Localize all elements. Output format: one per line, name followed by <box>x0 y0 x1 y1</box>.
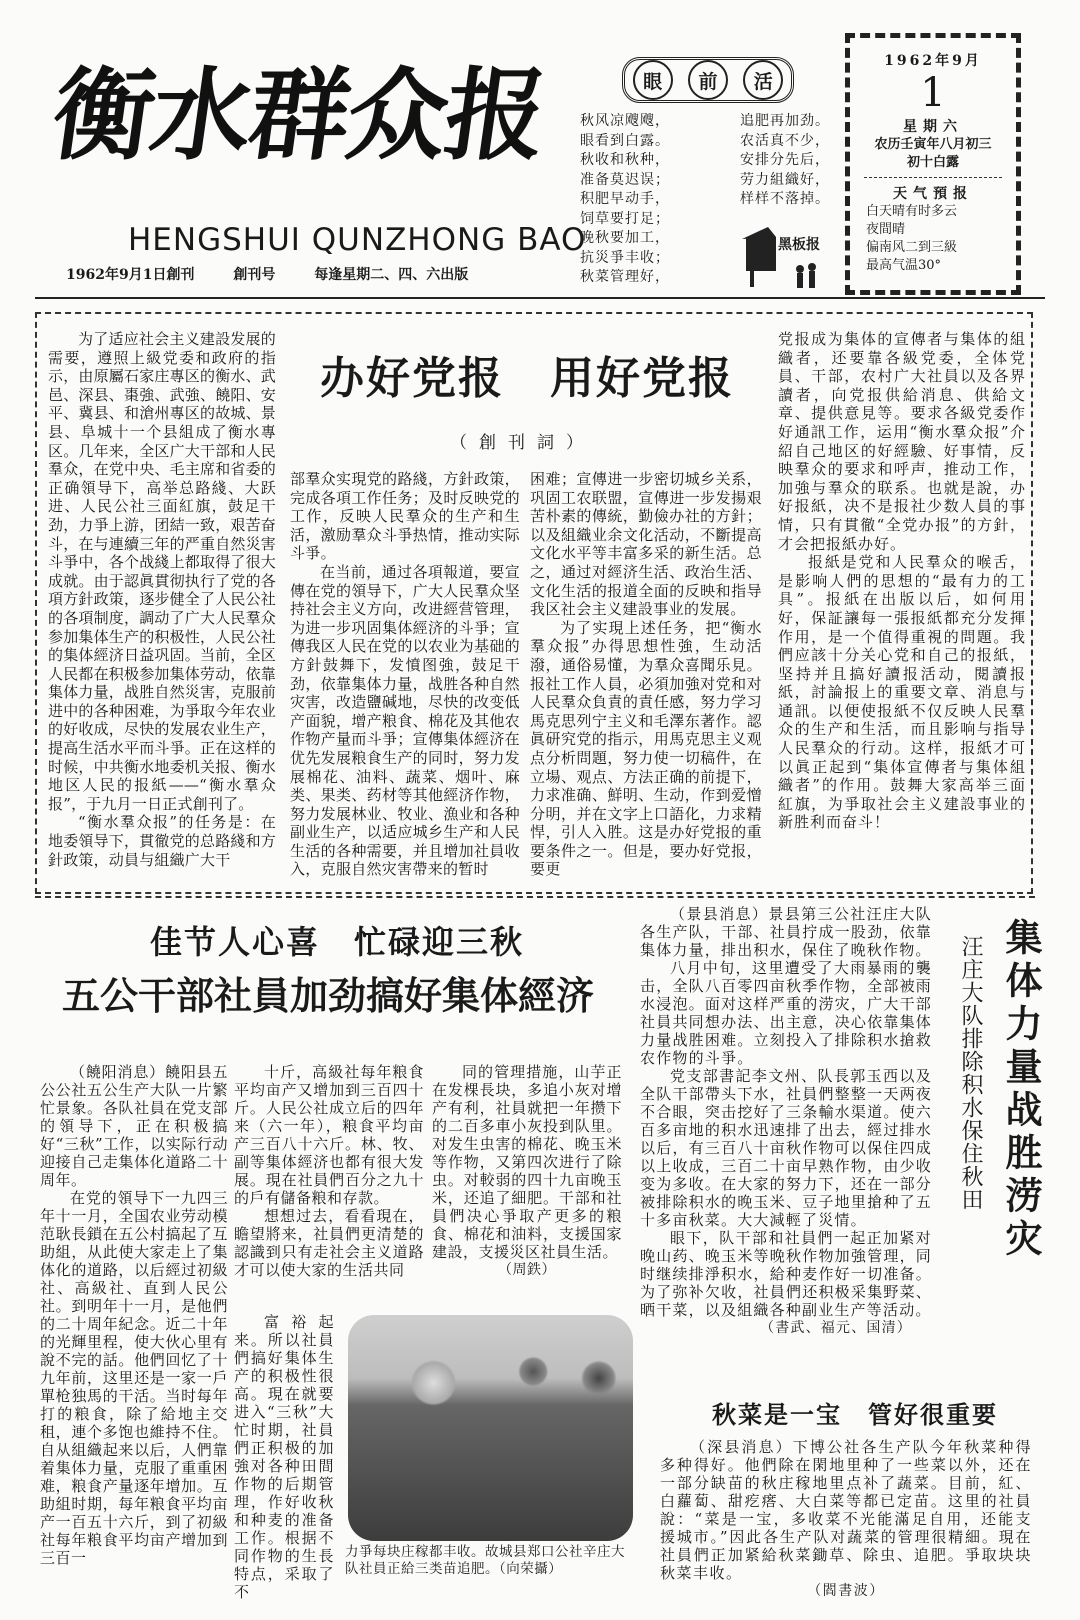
section-divider <box>35 896 1035 898</box>
masthead-title: 衡水群众报 <box>45 56 553 174</box>
paragraph: 党支部書記李文州、队長郭玉西以及全队干部帶头下水，社員們整整一天两夜不合眼，突击挖好了三条輸水渠道。使六百多亩地的积水迅速排了出去，經过排水以后，有三百八十亩秋作物可以保住四成以上收成，三百二十亩早熟作物，由少收变为多收。在大家的努力下，还在一部分被排除积水的晚玉米、豆子地里搶种了五十多亩秋菜。大大減輕了災情。 <box>640 1067 932 1229</box>
divider <box>864 177 1002 178</box>
poem-title-badge <box>622 57 794 103</box>
article-headline: 五公干部社員加劲搞好集体經济 <box>62 974 595 1018</box>
poem-title-char: 眼 <box>633 60 673 100</box>
weather-title: 天气預报 <box>893 186 973 202</box>
publication-schedule: 每逢星期二、四、六出版 <box>314 267 469 283</box>
founded-date: 1962年9月1日創刊 <box>66 267 195 283</box>
byline: （書武、福元、国清） <box>760 1320 912 1336</box>
poem-line: 准备莫迟误； <box>580 171 670 188</box>
field-photo <box>348 1315 633 1541</box>
byline: （周鉄） <box>498 1262 556 1278</box>
paragraph: （深县消息）下博公社各生产队今年秋菜种得多种得好。他們除在閑地里种了一些菜以外，还在一部分缺苗的秋庄稼地里点补了蔬菜。目前，紅、白蘿蔔、甜疙瘩、大白菜等都已定苗。这里的社員說：“菜是一宝，多收菜不光能滿足自用，还能支援城市。”因此各生产队对蔬菜的管理很精細。現在社員們正加紧給秋菜鋤草、除虫、追肥。爭取块块秋菜丰收。 <box>660 1438 1032 1582</box>
editorial-column-4 <box>778 330 1026 832</box>
wugong-column-3 <box>432 1063 622 1279</box>
day-number: 1 <box>920 70 946 116</box>
paragraph: 为了适应社会主义建設发展的需要，遵照上級党委和政府的指示，由原屬石家庄專区的衡水、武邑、深县、棗強、武強、饒阳、安平、冀县、和滄州專区的故城、景县、阜城十一个县組成了衡水專区。几年来，全区广大干部和人民羣众，在党中央、毛主席和省委的正确領导下，高举总路綫、大跃进、人民公社三面紅旗，鼓足干劲，力爭上游，团結一致，艰苦奋斗，在与連續三年的严重自然災害斗爭中，各个战綫上都取得了很大成就。由于認眞貫彻执行了党的各項方針政策，逐步健全了人民公社的各項制度，調动了广大人民羣众参加集体生产的积极性，人民公社的集体經济日益巩固。当前，全区人民都在积极参加集体劳动，依靠集体力量，战胜自然災害，克服前进中的各种困难，为爭取今年农业的好收成，尽快的发展农业生产，提高生活水平而斗爭。正在这样的时候，中共衡水地委机关报、衡水地区人民的报紙——“衡水羣众报”，于九月一日正式創刊了。 <box>48 330 277 813</box>
poem-column-1 <box>580 112 670 288</box>
paragraph: 困难；宣傳进一步密切城乡关系，巩固工农联盟，宣傳进一步发揚艰苦朴素的傳統，勤儉办社的方針；以及組織业余文化活动，不斷提高文化水平等丰富多采的新生活。总之，通过对經济生活、政治生活、文化生活的报道全面的反映和指导我区社会主义建設事业的发展。 <box>530 470 762 619</box>
vegetables-body <box>660 1438 1032 1600</box>
paragraph: 报紙是党和人民羣众的喉舌，是影响人們的思想的“最有力的工具”。报紙在出版以后，如何用好，保証讓每一張报紙都充分发揮作用，是一个值得重視的問題。我們应該十分关心党和自己的报紙，坚持并且搞好讀报活动，閱讀报紙，討論报上的重要文章、消息与通訊。以便使报紙不仅反映人民羣众的生产和生活，而且影响与指导人民羣众的行动。这样，报紙才可以眞正起到“集体宣傳者与集体組織者”的作用。鼓舞大家高举三面紅旗，为爭取社会主义建設事业的新胜利而奋斗！ <box>778 553 1026 832</box>
masthead-info <box>66 264 502 284</box>
flood-body <box>640 905 932 1337</box>
paragraph: 八月中旬，这里遭受了大雨暴雨的襲击，全队八百零四亩秋季作物，全部被雨水浸泡。面对这样严重的涝灾，广大干部社員共同想办法、出主意，决心依靠集体力量战胜困难。立刻投入了排除积水搶救农作物的斗爭。 <box>640 959 932 1067</box>
poem-line: 安排分先后， <box>740 152 830 168</box>
poem-line: 样样不落掉。 <box>740 191 830 207</box>
poem-column-2 <box>740 112 830 210</box>
paragraph: 同的管理措施，山芋正在发棵長块，多追小灰对增产有利，社員就把一年攒下的二百多車小灰投到队里。对发生虫害的棉花、晚玉米等作物，又第四次进行了除虫。对較弱的四十九亩晚玉米，还追了細肥。干部和社員們决心爭取产更多的粮食、棉花和油料，支援国家建設，支援災区社員生活。 <box>432 1063 622 1261</box>
poem-line: 饲草要打足； <box>580 210 670 227</box>
paragraph: 富裕起来。所以社員們搞好集体生产的积极性很高。現在就要进入“三秋”大忙时期，社員們正积极的加強对各种田間作物的后期管理，作好收秋和种麦的准备工作。根据不同作物的生長特点，采取了不 <box>234 1313 334 1601</box>
poem-line: 眼看到白露。 <box>580 132 670 149</box>
paragraph: （景县消息）景县第三公社汪庄大队各生产队，干部、社員拧成一股劲，依靠集体力量，排出积水，保住了晚秋作物。 <box>640 905 932 959</box>
poem-title-char: 活 <box>743 60 783 100</box>
poem-line: 秋菜管理好， <box>580 269 670 285</box>
blackboard-illustration <box>740 225 830 290</box>
poem-line: 劳力組織好， <box>740 171 830 188</box>
blackboard-icon <box>740 225 830 290</box>
paragraph: 党报成为集体的宣傳者与集体的組織者，还要靠各級党委，全体党員、干部，农村广大社員以及各界讀者，向党报供給消息、供給文章、提供意見等。要求各級党委作好通訊工作，运用“衡水羣众报”介紹自己地区的好經驗、好事情，反映羣众的要求和呼声，推动工作，加強与羣众的联系。也就是說，办好报紙，决不是报社少数人員的事情，只有貫徹“全党办报”的方針，才会把报紙办好。 <box>778 330 1026 553</box>
wugong-column-2-narrow <box>234 1313 334 1601</box>
paragraph: 为了实現上述任务，把“衡水羣众报”办得思想性強，生动活潑，通俗易懂，为羣众喜聞乐見。报社工作人員，必須加強对党和对人民羣众負責的責任感，努力学习馬克思列宁主义和毛澤东著作。認眞研究党的指示，用馬克思主义观点分析問題，努力使一切稿件，在立場、观点、方法正确的前提下，力求准确、鮮明、生动，作到爱憎分明，并在文字上口語化，力求精悍，引人入胜。这是办好党报的重要条件之一。但是，要办好党报，要更 <box>530 618 762 879</box>
paragraph: 想想过去，看看現在，瞻望將来，社員們更清楚的認識到只有走社会主义道路才可以使大家的生活共同 <box>234 1207 424 1279</box>
paragraph: 在当前，通过各項報道，要宣傳在党的領导下，广大人民羣众坚持社会主义方向，改进經营管理，为进一步巩固集体經济的斗爭；宣傳我区人民在党的以农业为基础的方針鼓舞下，发憤图強，鼓足干劲，依靠集体力量，战胜各种自然灾害，改造鹽碱地，尽快的改变低产面貌，增产粮食、棉花及其他农作物产量而斗爭；宣傳集体經济在优先发展粮食生产的同时，努力发展棉花、油料、蔬菜、烟叶、麻类、果类、药材等其他經济作物，努力发展林业、牧业、漁业和各种副业生产，以适应城乡生产和人民生活的各种需要，并且增加社員收入，克服自然灾害帶来的暂时 <box>290 562 520 879</box>
poem-line: 积肥早动手， <box>580 191 670 207</box>
poem-line: 晚秋要加工， <box>580 230 670 246</box>
weekday: 星期六 <box>903 119 963 135</box>
flood-subheadline: 汪庄大队排除积水保住秋田 <box>958 935 983 1211</box>
weather-line: 白天晴有时多云 <box>866 204 958 219</box>
editorial-column-2 <box>290 470 520 879</box>
date-weather-box <box>845 33 1021 295</box>
weather-line: 最高气温30° <box>866 258 942 273</box>
poem-line: 抗災爭丰收； <box>580 249 670 266</box>
issue-label: 創刊号 <box>233 267 276 283</box>
paragraph: （饒阳消息）饒阳县五公公社五公生产大队一片繁忙景象。各队社員在党支部的領导下，正在积极搞好“三秋”工作，以实际行动迎接自己走集体化道路二十周年。 <box>40 1063 228 1189</box>
poem-line: 秋收和秋种， <box>580 152 670 168</box>
blackboard-label: 黑板报 <box>778 237 820 253</box>
wugong-column-1 <box>40 1063 228 1567</box>
lunar-date: 农历壬寅年八月初三 <box>874 137 992 152</box>
poem-line: 追肥再加劲。 <box>740 113 830 129</box>
masthead-pinyin: HENGSHUI QUNZHONG BAO <box>128 222 587 258</box>
editorial-column-3 <box>530 470 762 879</box>
editorial-subtitle: （創刊詞） <box>450 433 595 453</box>
byline: （閻書波） <box>807 1583 885 1599</box>
paragraph: 眼下，队干部和社員們一起正加紧对晚山药、晚玉米等晚秋作物加強管理，同时继续排淨积水，給种麦作好一切准备。为了弥补欠收，社員們还积极采集野菜、晒干菜，以及組織各种副业生产等活动。 <box>640 1229 932 1319</box>
photo-caption: 力爭每块庄稼都丰收。故城县郑口公社辛庄大队社員正給三类苗追肥。（向荣攝） <box>345 1544 625 1577</box>
year-month: 1962年9月 <box>884 53 982 69</box>
vegetables-headline: 秋菜是一宝 管好很重要 <box>712 1400 998 1429</box>
solar-term: 初十白露 <box>906 155 959 170</box>
paragraph: 在党的領导下一九四三年十一月，全国农业劳动模范耿長鎖在五公村搞起了互助組，从此使大家走上了集体化的道路，以后經过初級社、高級社、直到人民公社。到明年十一月，是他們的二十周年紀念。近二十年的光輝里程，使大伙心里有說不完的話。他們回忆了十九年前，这里还是一家一戶單枪独馬的干活。当时每年打的粮食，除了給地主交租，連个多饱也維持不住。自从組織起来以后，人們靠着集体力量，克服了重重困难，粮食产量逐年增加。互助組时期，每年粮食平均亩产一百五十六斤，到了初級社每年粮食平均亩产增加到三百一 <box>40 1189 228 1567</box>
paragraph: 部羣众实現党的路綫，方針政策，完成各項工作任务；及时反映党的工作，反映人民羣众的生产和生活，激励羣众斗爭热情，推动实际斗爭。 <box>290 470 520 563</box>
weather-line: 偏南风二到三級 <box>866 240 958 255</box>
masthead-rule <box>35 297 1045 299</box>
paragraph: 十斤，高級社每年粮食平均亩产又增加到三百四十斤。人民公社成立后的四年来（六一年），粮食平均亩产三百八十六斤。林、牧、副等集体經济也都有很大发展。現在社員們百分之九十的戶有儲备粮和存款。 <box>234 1063 424 1207</box>
editorial-headline: 办好党报 用好党报 <box>320 353 734 404</box>
poem-line: 农活真不少， <box>740 132 830 149</box>
poem-title-char: 前 <box>688 60 728 100</box>
weather-line: 夜間晴 <box>866 222 906 237</box>
article-subheadline: 佳节人心喜 忙碌迎三秋 <box>150 923 525 961</box>
paragraph: “衡水羣众报”的任务是：在地委領导下，貫徹党的总路綫和方針政策，动員与組織广大干 <box>48 813 277 869</box>
editorial-column-1 <box>48 330 276 869</box>
flood-headline: 集体力量战胜涝灾 <box>999 918 1042 1262</box>
wugong-column-2 <box>234 1063 424 1279</box>
poem-line: 秋风凉飕飕， <box>580 113 670 129</box>
